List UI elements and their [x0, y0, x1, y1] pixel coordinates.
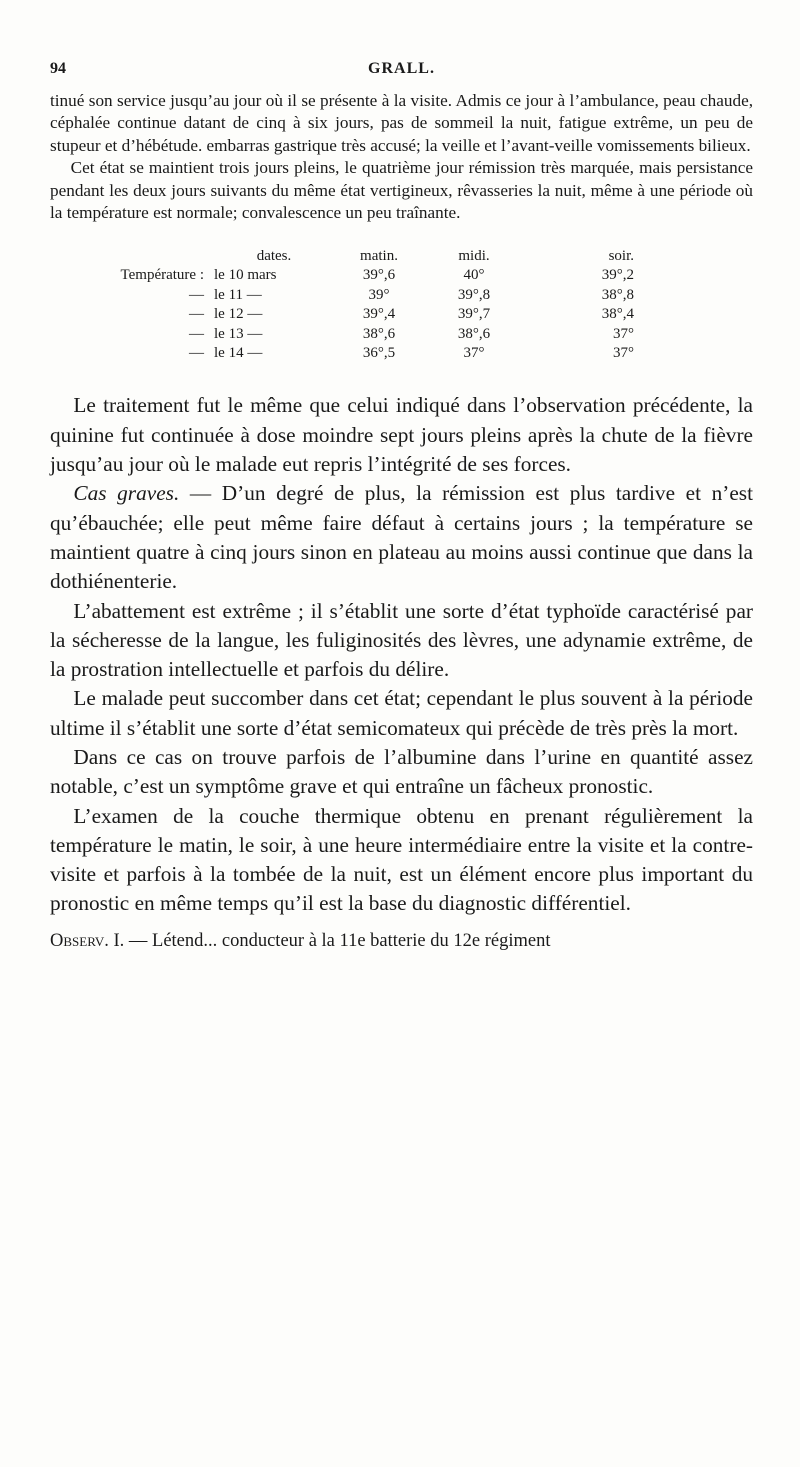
- observation-text: I. — Létend... conducteur à la 11e batterie du 12e régiment: [108, 930, 551, 951]
- running-title: GRALL.: [368, 60, 435, 77]
- table-cell: 37°: [613, 345, 634, 362]
- table-header-cell: matin.: [360, 247, 398, 264]
- page-number: 94: [50, 60, 66, 77]
- table-cell: 38°,6: [457, 325, 491, 342]
- table-cell: —: [189, 345, 204, 362]
- body-paragraph: Le traitement fut le même que celui indiqué dans l’observation précédente, la quinine fut continuée à dose moindre sept jours pleins après la chute de la fièvre jusqu’au jour où le malade eut repris l’intégrité de ses forces.: [50, 393, 753, 477]
- table-row: [64, 344, 634, 364]
- table-cell: 40°: [463, 267, 485, 284]
- intro-text: [50, 90, 753, 224]
- table-row: [64, 324, 634, 344]
- table-cell: 36°,5: [362, 345, 396, 362]
- table-row: [64, 305, 634, 325]
- table-cell: 39°,6: [362, 267, 396, 284]
- document-page: [50, 0, 753, 971]
- section-text: — D’un degré de plus, la rémission est plus tardive et n’est qu’ébauchée; elle peut même faire défaut à certains jours ; la température se maintient quatre à cinq jours sinon en plateau au moins aussi continue que dans la dothiénenterie.: [50, 481, 753, 594]
- table-cell: —: [189, 325, 204, 342]
- table-row: [64, 266, 634, 286]
- body-paragraph: L’examen de la couche thermique obtenu en prenant régulièrement la température le matin, le soir, à une heure intermédiaire entre la visite et la contre-visite et parfois à la tombée de la nuit, est un élément encore plus important du pronostic en même temps qu’il est la base du diagnostic différentiel.: [50, 803, 753, 916]
- table-cell: le 11 —: [214, 286, 262, 303]
- table-cell: le 12 —: [214, 306, 263, 323]
- observation-line: [50, 929, 753, 953]
- table-cell: le 14 —: [214, 345, 263, 362]
- temperature-table: [64, 246, 634, 363]
- intro-paragraph: tinué son service jusqu’au jour où il se présente à la visite. Admis ce jour à l’ambulance, peau chaude, céphalée continue datant de cinq à six jours, pas de sommeil la nuit, fatigue extrême, un peu de stupeur et d’hébétude. embarras gastrique très accusé; la veille et l’avant-veille vomissements bilieux.: [50, 91, 753, 155]
- table-cell: —: [189, 286, 204, 303]
- table-cell: 38°,8: [601, 286, 634, 303]
- body-paragraph: L’abattement est extrême ; il s’établit une sorte d’état typhoïde caractérisé par la sécheresse de la langue, les fuliginosités des lèvres, une adynamie extrême, de la prostration intellectuelle et parfois du délire.: [50, 598, 753, 682]
- table-cell: 37°: [613, 325, 634, 342]
- table-header-cell: dates.: [256, 247, 292, 264]
- table-header-row: [64, 246, 634, 266]
- main-text: [50, 391, 753, 918]
- body-paragraph: Dans ce cas on trouve parfois de l’albumine dans l’urine en quantité assez notable, c’est un symptôme grave et qui entraîne un fâcheux pronostic.: [50, 745, 753, 799]
- table-cell: le 13 —: [214, 325, 263, 342]
- intro-paragraph: Cet état se maintient trois jours pleins, le quatrième jour rémission très marquée, mais persistance pendant les deux jours suivants du même état vertigineux, rêvasseries la nuit, même à une période où la température est normale; convalescence un peu traînante.: [50, 158, 753, 223]
- table-cell: 39°: [368, 286, 390, 303]
- table-cell: 39°,8: [457, 286, 491, 303]
- table-header-cell: midi.: [458, 247, 490, 264]
- table-row: [64, 285, 634, 305]
- table-cell: 39°,4: [362, 306, 396, 323]
- table-cell: —: [189, 306, 204, 323]
- table-header-cell: soir.: [608, 247, 634, 264]
- table-cell: 38°,4: [601, 306, 634, 323]
- body-paragraph: [50, 479, 753, 596]
- observation-label: Observ.: [50, 930, 109, 951]
- body-paragraph: Le malade peut succomber dans cet état; cependant le plus souvent à la période ultime il s’établit une sorte d’état semicomateux qui précède de très près la mort.: [50, 686, 753, 740]
- table-cell: 37°: [463, 345, 485, 362]
- table-cell: le 10 mars: [214, 267, 277, 284]
- section-heading: Cas graves.: [73, 481, 180, 506]
- table-cell: 39°,7: [457, 306, 491, 323]
- table-header-cell: [64, 246, 208, 266]
- table-cell: 39°,2: [601, 267, 634, 284]
- table-cell: 38°,6: [362, 325, 396, 342]
- running-head: [50, 60, 753, 90]
- table-cell: Température :: [120, 267, 204, 284]
